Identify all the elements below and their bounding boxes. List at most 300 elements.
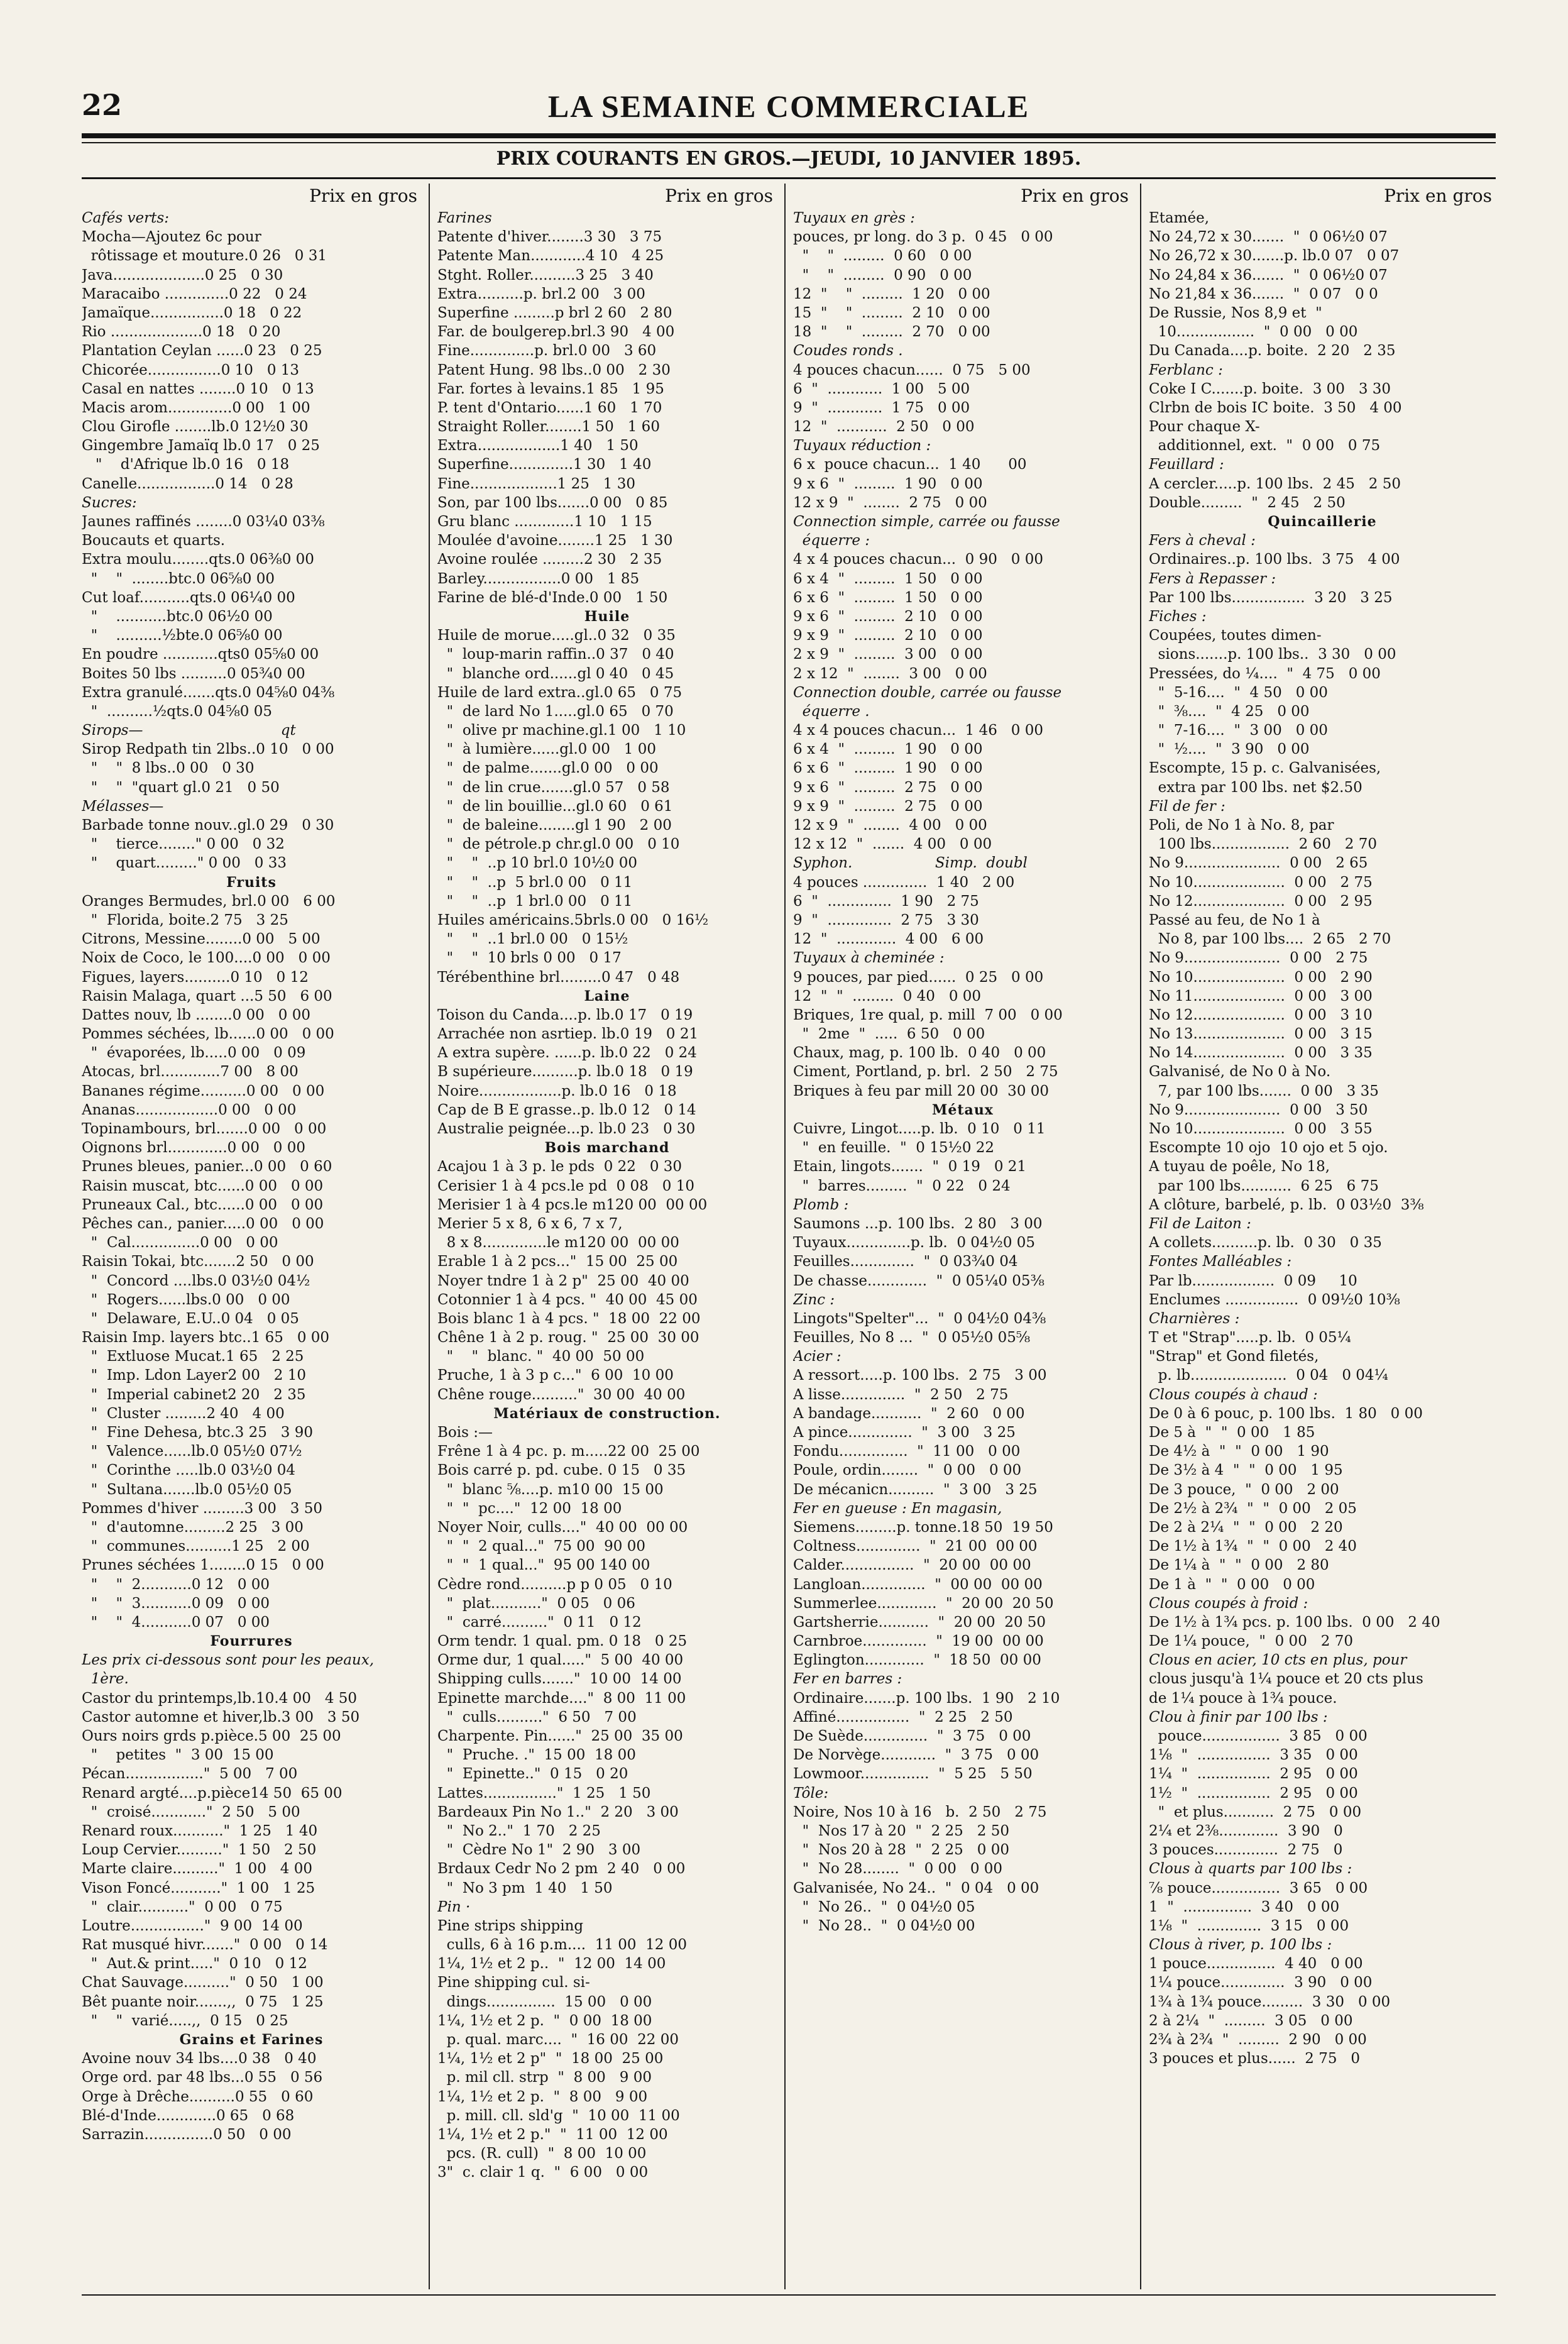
price-line: 10................. " 0 00 0 00 [1149,324,1358,341]
section-heading: Grains et Farines [179,2032,324,2048]
price-line: 9 x 9 " ......... 2 10 0 00 [793,627,983,644]
price-line: " Fine Dehesa, btc.3 25 3 90 [82,1424,313,1441]
price-line: Loup Cervier.........." 1 50 2 50 [82,1842,317,1859]
price-line: " " ..1 brl.0 00 0 15½ [437,931,628,948]
price-line: " " 2 qual..." 75 00 90 00 [437,1538,646,1555]
subsection-label: Zinc : [793,1291,835,1308]
column-body [82,209,421,2144]
price-line: Castor automne et hiver,lb.3 00 3 50 [82,1708,360,1725]
price-line: Pruneaux Cal., btc......0 00 0 00 [82,1196,324,1213]
price-line: Castor du printemps,lb.10.4 00 4 50 [82,1690,358,1707]
price-line: Superfine..............1 30 1 40 [437,456,652,473]
price-line: De Norvège............ " 3 75 0 00 [793,1747,1039,1764]
price-line: " Cèdre No 1" 2 90 3 00 [437,1842,641,1859]
price-line: " " 10 brls 0 00 0 17 [437,950,622,967]
subsection-label: Cafés verts: [82,210,169,226]
price-line: " " ......... 0 60 0 00 [793,248,972,265]
price-line: De 1½ à 1¾ pcs. p. 100 lbs. 0 00 2 40 [1149,1614,1440,1631]
price-line: " évaporées, lb.....0 00 0 09 [82,1045,306,1062]
price-line: 2 x 9 " ......... 3 00 0 00 [793,646,983,663]
price-line: sions.......p. 100 lbs.. 3 30 0 00 [1149,646,1396,663]
price-columns [82,184,1496,2289]
price-line: Etamée, [1149,210,1210,226]
price-line: Noyer Noir, culls...." 40 00 00 00 [437,1519,688,1536]
price-line: 9 x 9 " ......... 2 75 0 00 [793,798,983,815]
price-line: De mécanicn.......... " 3 00 3 25 [793,1481,1038,1498]
price-line: Cut loaf...........qts.0 06¼0 00 [82,589,295,606]
price-line: No 14.................... 0 00 3 35 [1149,1045,1373,1062]
price-column-3 [793,184,1132,2289]
price-line: Merier 5 x 8, 6 x 6, 7 x 7, [437,1215,623,1232]
price-line: Pêches can., panier.....0 00 0 00 [82,1215,324,1232]
price-line: Plantation Ceylan ......0 23 0 25 [82,343,322,360]
price-line: Affiné................ " 2 25 2 50 [793,1708,1013,1725]
price-line: " de pétrole.p chr.gl.0 00 0 10 [437,836,680,853]
subsection-label: Clous à river, p. 100 lbs : [1149,1937,1332,1954]
subsection-label: Fiches : [1149,608,1207,625]
price-line: " ..........½qts.0 04⅝0 05 [82,703,273,720]
price-line: Noire, Nos 10 à 16 b. 2 50 2 75 [793,1803,1047,1820]
column-divider [1140,184,1141,2289]
price-line: " ⅜.... " 4 25 0 00 [1149,703,1310,720]
price-line: Feuilles, No 8 ... " 0 05½0 05⅝ [793,1329,1031,1346]
price-line: Par lb.................. 0 09 10 [1149,1272,1357,1289]
price-line: T et "Strap".....p. lb. 0 05¼ [1149,1329,1351,1346]
price-line: " et plus........... 2 75 0 00 [1149,1803,1362,1820]
price-line: Patente Man............4 10 4 25 [437,248,664,265]
price-line: Stght. Roller..........3 25 3 40 [437,267,654,283]
price-line: 100 lbs................. 2 60 2 70 [1149,836,1377,853]
price-line: Coke I C.......p. boite. 3 00 3 30 [1149,380,1391,397]
price-line: Prunes séchées 1........0 15 0 00 [82,1557,324,1574]
price-line: extra par 100 lbs. net $2.50 [1149,779,1362,796]
subsection-label: Charnières : [1149,1310,1240,1327]
price-line: No 13.................... 0 00 3 15 [1149,1026,1373,1043]
price-line: " Extluose Mucat.1 65 2 25 [82,1348,304,1365]
price-line: Gru blanc .............1 10 1 15 [437,514,652,530]
price-line: " ..........½bte.0 06⅝0 00 [82,627,283,644]
price-line: par 100 lbs........... 6 25 6 75 [1149,1177,1379,1194]
price-line: p. lb..................... 0 04 0 04¼ [1149,1367,1388,1384]
price-line: Huile de lard extra..gl.0 65 0 75 [437,684,683,701]
price-line: Chicorée................0 10 0 13 [82,361,300,378]
subsection-label: Ferblanc : [1149,361,1223,378]
price-line: " de palme.......gl.0 00 0 00 [437,760,659,777]
price-line: Bois blanc 1 à 4 pcs. " 18 00 22 00 [437,1310,701,1327]
price-line: Renard roux..........." 1 25 1 40 [82,1822,318,1839]
price-line: Cap de B E grasse..p. lb.0 12 0 14 [437,1101,696,1118]
price-line: Calder................ " 20 00 00 00 [793,1557,1031,1574]
price-line: 9 pouces, par pied...... 0 25 0 00 [793,969,1044,986]
column-body [1149,209,1496,2068]
price-line: pouces, pr long. do 3 p. 0 45 0 00 [793,229,1053,246]
price-line: Rio ....................0 18 0 20 [82,324,281,341]
price-line: " Sultana.......lb.0 05½0 05 [82,1481,292,1498]
price-line: Brdaux Cedr No 2 pm 2 40 0 00 [437,1861,686,1878]
price-line: De 4½ à " " 0 00 1 90 [1149,1443,1329,1460]
price-line: Cèdre rond..........p p 0 05 0 10 [437,1576,672,1593]
price-line: Sirop Redpath tin 2lbs..0 10 0 00 [82,741,334,758]
price-line: Ours noirs grds p.pièce.5 00 25 00 [82,1728,341,1744]
price-line: " croisé............" 2 50 5 00 [82,1803,300,1820]
price-line: 1¼, 1½ et 2 p. " 8 00 9 00 [437,2088,648,2105]
subsection-label: Fil de Laiton : [1149,1215,1251,1232]
price-column-2 [437,184,777,2289]
price-line: No 9..................... 0 00 3 50 [1149,1101,1368,1118]
section-heading: Laine [584,988,630,1004]
price-line: Barbade tonne nouv..gl.0 29 0 30 [82,817,334,834]
price-line: Ananas..................0 00 0 00 [82,1101,297,1118]
subsection-label: Mélasses— [82,798,164,815]
price-line: " " varié.....,, 0 15 0 25 [82,2012,288,2029]
price-line: Carnbroe.............. " 19 00 00 00 [793,1633,1044,1650]
price-line: " No 26.. " 0 04½0 05 [793,1898,975,1915]
price-line: Erable 1 à 2 pcs..." 15 00 25 00 [437,1253,678,1270]
price-line: Coupées, toutes dimen- [1149,627,1322,644]
price-line: " communes..........1 25 2 00 [82,1538,310,1555]
price-line: 12 x 12 " ....... 4 00 0 00 [793,836,992,853]
price-line: No 10.................... 0 00 2 75 [1149,874,1373,891]
price-line: 2 x 12 " ........ 3 00 0 00 [793,665,987,682]
subsection-label: Fer en barres : [793,1671,902,1688]
price-line: Tuyaux..............p. lb. 0 04½0 05 [793,1235,1036,1252]
price-line: Noix de Coco, le 100....0 00 0 00 [82,950,331,967]
section-heading: Métaux [932,1101,994,1118]
column-body [437,209,777,2182]
price-line: " Cal...............0 00 0 00 [82,1235,278,1252]
price-line: Son, par 100 lbs.......0 00 0 85 [437,494,668,511]
price-line: de 1¼ pouce à 1¾ pouce. [1149,1690,1337,1707]
price-line: Ciment, Portland, p. brl. 2 50 2 75 [793,1064,1058,1081]
price-line: Loutre................" 9 00 14 00 [82,1917,303,1934]
price-line: Lowmoor............... " 5 25 5 50 [793,1766,1033,1783]
price-line: Langloan.............. " 00 00 00 00 [793,1576,1043,1593]
section-heading: Huile [584,608,630,625]
price-line: Avoine nouv 34 lbs....0 38 0 40 [82,2050,317,2067]
price-line: rôtissage et mouture.0 26 0 31 [82,248,327,265]
price-line: Summerlee............. " 20 00 20 50 [793,1595,1054,1612]
price-line: B supérieure..........p. lb.0 18 0 19 [437,1064,693,1081]
subsection-label: Pin · [437,1898,471,1915]
price-line: " Valence......lb.0 05½0 07½ [82,1443,302,1460]
price-line: culls, 6 à 16 p.m.... 11 00 12 00 [437,1937,688,1954]
price-line: 4 x 4 pouces chacun... 0 90 0 00 [793,551,1043,568]
price-line: Straight Roller........1 50 1 60 [437,419,660,436]
price-line: " " 2...........0 12 0 00 [82,1576,270,1593]
price-line: Bananes régime..........0 00 0 00 [82,1082,325,1099]
subsection-label: Fers à cheval : [1149,532,1256,549]
price-line: Ordinaires..p. 100 lbs. 3 75 4 00 [1149,551,1400,568]
price-line: " Imperial cabinet2 20 2 35 [82,1386,306,1403]
price-line: Extra moulu........qts.0 06⅜0 00 [82,551,314,568]
price-line: Siemens.........p. tonne.18 50 19 50 [793,1519,1053,1536]
price-line: Prunes bleues, panier...0 00 0 60 [82,1158,332,1175]
price-line: Bêt puante noir.......,, 0 75 1 25 [82,1993,324,2010]
price-line: Orm tendr. 1 qual. pm. 0 18 0 25 [437,1633,688,1650]
price-line: 12 " ........... 2 50 0 00 [793,419,975,436]
price-line: Oranges Bermudes, brl.0 00 6 00 [82,893,336,910]
price-line: " barres......... " 0 22 0 24 [793,1177,1011,1194]
price-line: " Nos 17 à 20 " 2 25 2 50 [793,1822,1009,1839]
price-line: " " ..p 5 brl.0 00 0 11 [437,874,633,891]
price-line: " clair..........." 0 00 0 75 [82,1898,283,1915]
column-header: Prix en gros [309,185,417,206]
price-line: Avoine roulée .........2 30 2 35 [437,551,662,568]
price-line: Orge ord. par 48 lbs...0 55 0 56 [82,2069,323,2086]
page-number: 22 [82,88,123,122]
price-line: 2¼ et 2⅜............. 3 90 0 [1149,1822,1343,1839]
price-line: Poule, ordin........ " 0 00 0 00 [793,1462,1022,1479]
subsection-label: Fontes Malléables : [1149,1253,1292,1270]
footer-rule [82,2294,1496,2296]
price-line: 7, par 100 lbs....... 0 00 3 35 [1149,1082,1379,1099]
subsection-label: Feuillard : [1149,456,1224,473]
price-line: 6 x pouce chacun... 1 40 00 [793,456,1027,473]
price-line: Acajou 1 à 3 p. le pds 0 22 0 30 [437,1158,683,1175]
price-line: 6 x 6 " ......... 1 50 0 00 [793,589,983,606]
price-line: " " ........btc.0 06⅝0 00 [82,570,275,587]
subsection-label: Sucres: [82,494,137,511]
price-line: " ½.... " 3 90 0 00 [1149,741,1310,758]
price-line: Double......... " 2 45 2 50 [1149,494,1346,511]
price-line: 12 " " ......... 1 20 0 00 [793,285,990,302]
price-line: Australie peignée...p. lb.0 23 0 30 [437,1121,696,1137]
price-line: De 3 pouce, " 0 00 2 00 [1149,1481,1339,1498]
subsection-label: Syphon. Simp. doubl [793,855,1028,872]
price-line: " " 3...........0 09 0 00 [82,1595,270,1612]
section-heading: Quincaillerie [1268,514,1377,530]
price-line: Ordinaire.......p. 100 lbs. 1 90 2 10 [793,1690,1060,1707]
price-line: Far. fortes à levains.1 85 1 95 [437,380,664,397]
price-line: 1½ " ................ 2 95 0 00 [1149,1785,1358,1802]
price-line: 1¼, 1½ et 2 p.. " 12 00 14 00 [437,1956,666,1973]
price-line: " plat..........." 0 05 0 06 [437,1595,635,1612]
subsection-label: Connection double, carrée ou fausse [793,684,1062,701]
price-line: No 8, par 100 lbs.... 2 65 2 70 [1149,931,1391,948]
price-line: Pommes séchées, lb......0 00 0 00 [82,1026,334,1043]
price-line: Enclumes ................ 0 09½0 10⅜ [1149,1291,1400,1308]
subsection-label: Les prix ci-dessous sont pour les peaux, [82,1652,375,1669]
column-divider [429,184,430,2289]
price-line: " " pc...." 12 00 18 00 [437,1500,622,1517]
subsection-label: Tôle: [793,1785,829,1802]
price-line: clous jusqu'à 1¼ pouce et 20 cts plus [1149,1671,1423,1688]
price-line: A pince.............. " 3 00 3 25 [793,1424,1016,1441]
price-line: " 7-16.... " 3 00 0 00 [1149,722,1328,739]
price-line: "Strap" et Gond filetés, [1149,1348,1319,1365]
price-line: " de lin crue.......gl.0 57 0 58 [437,779,670,796]
column-divider [784,184,786,2289]
subsection-label: Clous en acier, 10 cts en plus, pour [1149,1652,1407,1669]
price-line: Macis arom..............0 00 1 00 [82,399,310,416]
header-rule [82,133,1496,138]
price-line: Feuilles.............. " 0 03¾0 04 [793,1253,1018,1270]
price-line: A clôture, barbelé, p. lb. 0 03½0 3⅜ [1149,1196,1424,1213]
price-line: Pressées, do ¼.... " 4 75 0 00 [1149,665,1381,682]
price-column-1 [82,184,421,2289]
price-line: Passé au feu, de No 1 à [1149,911,1320,928]
price-line: " Pruche. ." 15 00 18 00 [437,1747,636,1764]
price-line: Poli, de No 1 à No. 8, par [1149,817,1334,834]
price-line: De 3½ à 4 " " 0 00 1 95 [1149,1462,1343,1479]
price-line: " tierce........" 0 00 0 32 [82,836,285,853]
price-line: Arrachée non asrtiep. lb.0 19 0 21 [437,1026,699,1043]
price-line: " loup-marin raffin..0 37 0 40 [437,646,674,663]
price-line: Marte claire.........." 1 00 4 00 [82,1861,313,1878]
price-line: " Rogers......lbs.0 00 0 00 [82,1291,290,1308]
price-line: " carré.........." 0 11 0 12 [437,1614,642,1631]
price-line: No 24,72 x 30....... " 0 06½0 07 [1149,229,1388,246]
price-line: 1¼ " ................ 2 95 0 00 [1149,1766,1358,1783]
price-line: Frêne 1 à 4 pc. p. m.....22 00 25 00 [437,1443,700,1460]
price-line: " 2me " ..... 6 50 0 00 [793,1026,985,1043]
price-line: Dattes nouv, lb ........0 00 0 00 [82,1006,310,1023]
price-line: 8 x 8..............le m120 00 00 00 [437,1235,679,1252]
price-line: Lattes................" 1 25 1 50 [437,1785,651,1802]
price-line: A lisse.............. " 2 50 2 75 [793,1386,1009,1403]
price-line: 9 " .............. 2 75 3 30 [793,911,979,928]
price-line: De Russie, Nos 8,9 et " [1149,304,1322,321]
price-line: De 2½ à 2¾ " " 0 00 2 05 [1149,1500,1357,1517]
price-line: Cerisier 1 à 4 pcs.le pd 0 08 0 10 [437,1177,694,1194]
price-line: " Aut.& print....." 0 10 0 12 [82,1956,307,1973]
price-line: " Delaware, E.U..0 04 0 05 [82,1310,299,1327]
price-line: Merisier 1 à 4 pcs.le m120 00 00 00 [437,1196,708,1213]
price-line: Chat Sauvage.........." 0 50 1 00 [82,1974,324,1991]
price-line: " en feuille. " 0 15½0 22 [793,1140,995,1157]
price-line: Briques, 1re qual, p. mill 7 00 0 00 [793,1006,1063,1023]
price-line: A extra supère. ......p. lb.0 22 0 24 [437,1045,697,1062]
subsection-label: équerre . [793,703,870,720]
subsection-label: Connection simple, carrée ou fausse [793,514,1060,530]
price-line: Casal en nattes ........0 10 0 13 [82,380,314,397]
price-line: " " ......... 0 90 0 00 [793,267,972,283]
price-line: Pruche, 1 à 3 p c..." 6 00 10 00 [437,1367,674,1384]
price-line: Briques à feu par mill 20 00 30 00 [793,1082,1050,1099]
price-line: Citrons, Messine........0 00 5 00 [82,931,321,948]
price-line: De 1¼ à " " 0 00 2 80 [1149,1557,1329,1574]
price-line: 1¾ à 1¾ pouce......... 3 30 0 00 [1149,1993,1391,2010]
price-line: De 2 à 2¼ " " 0 00 2 20 [1149,1519,1343,1536]
price-line: 18 " " ......... 2 70 0 00 [793,324,990,341]
price-line: " " "quart gl.0 21 0 50 [82,779,280,796]
price-line: ⅞ pouce............... 3 65 0 00 [1149,1879,1368,1896]
price-line: 6 x 6 " ......... 1 90 0 00 [793,760,983,777]
price-line: " culls.........." 6 50 7 00 [437,1708,637,1725]
price-line: No 12.................... 0 00 3 10 [1149,1006,1373,1023]
price-line: Cuivre, Lingot.....p. lb. 0 10 0 11 [793,1121,1046,1137]
price-line: Noyer tndre 1 à 2 p" 25 00 40 00 [437,1272,689,1289]
price-line: De chasse............. " 0 05¼0 05⅜ [793,1272,1044,1289]
price-line: " d'Afrique lb.0 16 0 18 [82,456,290,473]
column-header: Prix en gros [1384,185,1492,206]
price-line: De Suède.............. " 3 75 0 00 [793,1728,1031,1744]
price-line: 3 pouces.............. 2 75 0 [1149,1842,1343,1859]
price-line: Epinette marchde...." 8 00 11 00 [437,1690,686,1707]
price-line: Pour chaque X- [1149,419,1260,436]
subsection-label: Fil de fer : [1149,798,1225,815]
price-line: Chêne 1 à 2 p. roug. " 25 00 30 00 [437,1329,699,1346]
price-line: Toison du Canda....p. lb.0 17 0 19 [437,1006,693,1023]
price-line: " No 3 pm 1 40 1 50 [437,1879,613,1896]
price-line: 9 x 6 " ......... 2 75 0 00 [793,779,983,796]
subsection-label: Fers à Repasser : [1149,570,1276,587]
price-line: Canelle.................0 14 0 28 [82,475,293,492]
price-line: Jaunes raffinés ........0 03¼0 03⅜ [82,514,325,530]
price-line: Figues, layers..........0 10 0 12 [82,969,309,986]
price-line: Charpente. Pin......" 25 00 35 00 [437,1728,683,1744]
price-line: 4 pouces .............. 1 40 2 00 [793,874,1015,891]
subsection-label: Clous coupés à chaud : [1149,1386,1318,1403]
price-line: " ...........btc.0 06½0 00 [82,608,273,625]
price-line: " Concord ....lbs.0 03½0 04½ [82,1272,310,1289]
price-line: Extra..........p. brl.2 00 3 00 [437,285,645,302]
price-line: No 9..................... 0 00 2 65 [1149,855,1368,872]
price-line: Barley.................0 00 1 85 [437,570,640,587]
price-line: Moulée d'avoine........1 25 1 30 [437,532,673,549]
price-line: Clou Girofle ........lb.0 12½0 30 [82,419,309,436]
price-line: Gingembre Jamaïq lb.0 17 0 25 [82,437,320,454]
price-line: 9 x 6 " ......... 1 90 0 00 [793,475,983,492]
price-line: A cercler.....p. 100 lbs. 2 45 2 50 [1149,475,1401,492]
price-line: " " 8 lbs..0 00 0 30 [82,760,255,777]
price-line: Chêne rouge.........." 30 00 40 00 [437,1386,686,1403]
price-line: 2 à 2¼ " ......... 3 05 0 00 [1149,2012,1353,2029]
price-line: De 0 à 6 pouc, p. 100 lbs. 1 80 0 00 [1149,1405,1423,1422]
price-line: pouce................. 3 85 0 00 [1149,1728,1368,1744]
subsection-label: Tuyaux en grès : [793,210,915,226]
price-line: " " ..p 1 brl.0 00 0 11 [437,893,633,910]
price-line: Fine..............p. brl.0 00 3 60 [437,343,657,360]
price-line: " " ..p 10 brl.0 10½0 00 [437,855,637,872]
price-line: 3 pouces et plus...... 2 75 0 [1149,2050,1361,2067]
price-line: additionnel, ext. " 0 00 0 75 [1149,437,1381,454]
price-line: " " 1 qual..." 95 00 140 00 [437,1557,650,1574]
price-line: Extra granulé.......qts.0 04⅝0 04⅜ [82,684,335,701]
price-line: 12 x 9 " ........ 4 00 0 00 [793,817,987,834]
price-line: 9 x 6 " ......... 2 10 0 00 [793,608,983,625]
price-line: Chaux, mag, p. 100 lb. 0 40 0 00 [793,1045,1046,1062]
price-line: 6 x 4 " ......... 1 90 0 00 [793,741,983,758]
price-line: 12 " " ......... 0 40 0 00 [793,988,982,1004]
price-line: Java....................0 25 0 30 [82,267,283,283]
price-line: Jamaïque................0 18 0 22 [82,304,302,321]
price-line: 3" c. clair 1 q. " 6 00 0 00 [437,2164,649,2181]
price-line: " " blanc. " 40 00 50 00 [437,1348,645,1365]
subsection-label: Tuyaux réduction : [793,437,931,454]
price-line: Blé-d'Inde.............0 65 0 68 [82,2107,295,2124]
price-line: Pécan................." 5 00 7 00 [82,1766,298,1783]
price-line: Fondu............... " 11 00 0 00 [793,1443,1021,1460]
price-line: Far. de boulgerep.brl.3 90 4 00 [437,324,675,341]
price-line: Huile de morue.....gl..0 32 0 35 [437,627,676,644]
subsection-label: 1ère. [82,1671,129,1688]
price-line: 9 " ............ 1 75 0 00 [793,399,970,416]
price-line: Pine shipping cul. si- [437,1974,590,1991]
price-line: " 5-16.... " 4 50 0 00 [1149,684,1328,701]
price-line: 4 x 4 pouces chacun... 1 46 0 00 [793,722,1043,739]
price-line: " blanc ⅝....p. m10 00 15 00 [437,1481,664,1498]
subsection-label: Coudes ronds . [793,343,903,360]
price-line: Fine...................1 25 1 30 [437,475,636,492]
price-line: Vison Foncé..........." 1 00 1 25 [82,1879,315,1896]
price-line: " à lumière......gl.0 00 1 00 [437,741,657,758]
price-line: Bardeaux Pin No 1.." 2 20 3 00 [437,1803,679,1820]
price-line: A ressort.....p. 100 lbs. 2 75 3 00 [793,1367,1047,1384]
price-line: p. mil cll. strp " 8 00 9 00 [437,2069,652,2086]
price-line: Térébenthine brl.........0 47 0 48 [437,969,680,986]
price-line: Shipping culls......." 10 00 14 00 [437,1671,682,1688]
